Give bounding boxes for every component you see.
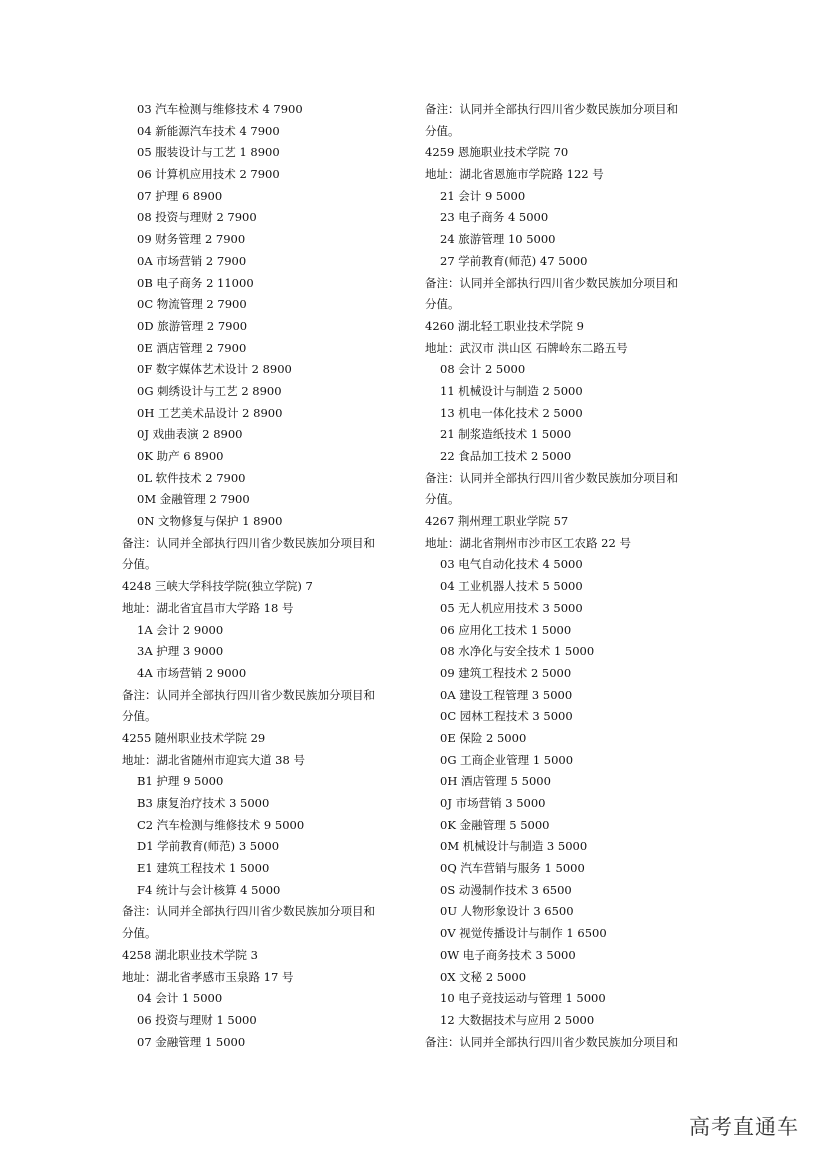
document-line: 0J 市场营销 3 5000 — [440, 796, 546, 810]
document-line: D1 学前教育(师范) 3 5000 — [137, 839, 280, 854]
document-line: 06 应用化工技术 1 5000 — [440, 622, 572, 637]
document-line: 03 电气自动化技术 4 5000 — [440, 557, 583, 572]
document-line: 1A 会计 2 9000 — [137, 622, 224, 637]
document-line: 22 食品加工技术 2 5000 — [440, 449, 572, 463]
document-line: 0C 物流管理 2 7900 — [137, 297, 247, 312]
watermark-logo: 高考直通车 — [689, 1115, 799, 1139]
document-line: 分值。 — [425, 492, 460, 507]
document-line: 0F 数字媒体艺术设计 2 8900 — [137, 362, 292, 377]
document-line: 4A 市场营销 2 9000 — [137, 665, 247, 680]
document-line: 备注：认同并全部执行四川省少数民族加分项目和 — [425, 470, 678, 485]
document-line: 09 建筑工程技术 2 5000 — [440, 665, 572, 680]
left-column — [122, 99, 412, 1053]
document-line: 0G 工商企业管理 1 5000 — [440, 752, 574, 767]
document-line: 分值。 — [425, 297, 460, 312]
document-line: 4255 随州职业技术学院 29 — [122, 730, 266, 745]
document-line: 4258 湖北职业技术学院 3 — [122, 947, 258, 962]
document-line: 04 工业机器人技术 5 5000 — [440, 579, 583, 594]
document-line: 0M 金融管理 2 7900 — [137, 492, 250, 507]
document-line: 分值。 — [122, 709, 157, 724]
document-line: 4260 湖北轻工职业技术学院 9 — [425, 318, 584, 333]
document-line: 12 大数据技术与应用 2 5000 — [440, 1012, 595, 1027]
document-line: 05 服装设计与工艺 1 8900 — [137, 145, 280, 160]
document-line: 0E 酒店管理 2 7900 — [137, 340, 247, 355]
document-line: 07 金融管理 1 5000 — [137, 1034, 246, 1049]
document-line: 07 护理 6 8900 — [137, 188, 223, 203]
document-line: 分值。 — [122, 557, 157, 572]
document-line: 备注：认同并全部执行四川省少数民族加分项目和 — [122, 904, 375, 919]
document-line: E1 建筑工程技术 1 5000 — [137, 861, 270, 876]
document-line: 23 电子商务 4 5000 — [440, 210, 549, 225]
document-line: 04 新能源汽车技术 4 7900 — [137, 123, 280, 138]
document-line: 备注：认同并全部执行四川省少数民族加分项目和 — [122, 687, 375, 702]
document-line: 分值。 — [425, 123, 460, 138]
document-line: 0H 工艺美术品设计 2 8900 — [137, 405, 283, 420]
document-line: 21 制浆造纸技术 1 5000 — [440, 427, 572, 442]
document-line: 10 电子竞技运动与管理 1 5000 — [440, 991, 606, 1006]
document-line: 04 会计 1 5000 — [137, 991, 223, 1006]
document-line: 21 会计 9 5000 — [440, 188, 526, 203]
document-line: 0Q 汽车营销与服务 1 5000 — [440, 861, 585, 876]
document-line: 地址：湖北省荆州市沙市区工农路 22 号 — [425, 535, 631, 550]
document-line: 备注：认同并全部执行四川省少数民族加分项目和 — [425, 102, 678, 116]
document-line: 0J 戏曲表演 2 8900 — [137, 427, 243, 442]
document-line: 4259 恩施职业技术学院 70 — [425, 145, 569, 160]
document-line: 08 水净化与安全技术 1 5000 — [440, 644, 595, 659]
document-line: 0L 软件技术 2 7900 — [137, 470, 246, 485]
document-line: 06 计算机应用技术 2 7900 — [137, 167, 280, 182]
document-line: 0S 动漫制作技术 3 6500 — [440, 882, 572, 897]
document-line: B3 康复治疗技术 3 5000 — [137, 796, 270, 810]
document-line: 0V 视觉传播设计与制作 1 6500 — [440, 926, 607, 941]
document-line: 0X 文秘 2 5000 — [440, 969, 527, 984]
document-line: 0H 酒店管理 5 5000 — [440, 774, 551, 789]
document-line: 0A 建设工程管理 3 5000 — [440, 687, 573, 702]
document-line: 0U 人物形象设计 3 6500 — [440, 904, 574, 919]
document-line: 0N 文物修复与保护 1 8900 — [137, 514, 283, 529]
document-line: 08 会计 2 5000 — [440, 362, 526, 377]
document-line: 11 机械设计与制造 2 5000 — [440, 383, 583, 398]
document-line: 0G 刺绣设计与工艺 2 8900 — [137, 383, 282, 398]
document-line: 06 投资与理财 1 5000 — [137, 1012, 257, 1027]
document-line: 27 学前教育(师范) 47 5000 — [440, 253, 588, 268]
document-line: 09 财务管理 2 7900 — [137, 232, 246, 247]
document-line: 0B 电子商务 2 11000 — [137, 275, 254, 290]
document-line: F4 统计与会计核算 4 5000 — [137, 882, 281, 897]
document-line: 03 汽车检测与维修技术 4 7900 — [137, 102, 303, 116]
document-line: 0D 旅游管理 2 7900 — [137, 318, 248, 333]
document-line: 05 无人机应用技术 3 5000 — [440, 600, 583, 615]
document-line: 0C 园林工程技术 3 5000 — [440, 709, 573, 724]
document-line: 0K 金融管理 5 5000 — [440, 817, 550, 832]
document-line: 24 旅游管理 10 5000 — [440, 232, 556, 247]
document-line: 3A 护理 3 9000 — [137, 644, 224, 659]
document-line: 备注：认同并全部执行四川省少数民族加分项目和 — [425, 1034, 678, 1049]
document-line: 4248 三峡大学科技学院(独立学院) 7 — [122, 579, 313, 594]
document-line: 4267 荆州理工职业学院 57 — [425, 514, 569, 529]
document-line: 地址：湖北省宜昌市大学路 18 号 — [122, 600, 294, 615]
document-line: 备注：认同并全部执行四川省少数民族加分项目和 — [425, 275, 678, 290]
document-line: 分值。 — [122, 926, 157, 941]
document-line: 地址：湖北省随州市迎宾大道 38 号 — [122, 752, 305, 767]
document-line: 0K 助产 6 8900 — [137, 449, 224, 463]
document-line: 13 机电一体化技术 2 5000 — [440, 405, 583, 420]
document-line: 08 投资与理财 2 7900 — [137, 210, 257, 225]
document-line: 地址：武汉市 洪山区 石牌岭东二路五号 — [425, 340, 628, 355]
document-line: 地址：湖北省恩施市学院路 122 号 — [425, 167, 604, 182]
document-line: B1 护理 9 5000 — [137, 774, 224, 789]
document-line: 地址：湖北省孝感市玉泉路 17 号 — [122, 969, 294, 984]
document-line: 0W 电子商务技术 3 5000 — [440, 947, 576, 962]
document-line: 0E 保险 2 5000 — [440, 730, 527, 745]
right-column — [425, 99, 725, 1053]
document-line: 0M 机械设计与制造 3 5000 — [440, 839, 588, 854]
document-line: C2 汽车检测与维修技术 9 5000 — [137, 817, 305, 832]
document-line: 0A 市场营销 2 7900 — [137, 253, 247, 268]
document-line: 备注：认同并全部执行四川省少数民族加分项目和 — [122, 535, 375, 550]
